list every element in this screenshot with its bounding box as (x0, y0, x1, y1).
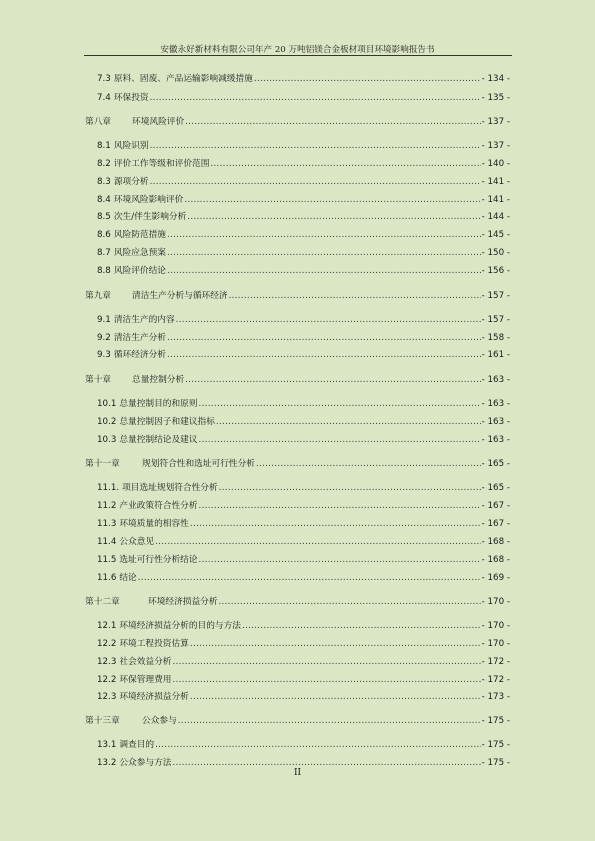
toc-entry-title: 选址可行性分析结论 (119, 555, 198, 565)
toc-leader-dots (199, 435, 481, 446)
toc-leader-dots (167, 266, 481, 277)
toc-entry-number: 11.1. (97, 483, 120, 493)
toc-leader-dots (172, 675, 480, 686)
toc-entry-title: 风险应急预案 (113, 248, 166, 258)
toc-entry-title: 原料、固废、产品运输影响减缓措施 (113, 74, 253, 84)
toc-section-entry[interactable] (97, 266, 510, 277)
toc-leader-dots (199, 555, 481, 566)
toc-leader-dots (199, 501, 481, 512)
toc-entry-page: - 169 - (481, 573, 510, 583)
toc-section-entry[interactable] (97, 435, 510, 446)
toc-entry-number: 第九章 (85, 291, 112, 301)
toc-entry-page: - 156 - (481, 266, 510, 276)
toc-entry-number: 第十三章 (85, 716, 120, 726)
toc-entry-number: 8.5 (97, 212, 111, 222)
toc-entry-title: 风险防范措施 (113, 230, 166, 240)
toc-entry-number: 8.4 (97, 195, 111, 205)
toc-entry-page: - 140 - (481, 159, 510, 169)
toc-entry-number: 第十章 (85, 375, 112, 385)
toc-chapter-entry[interactable] (85, 291, 510, 302)
toc-chapter-entry[interactable] (85, 716, 510, 727)
toc-leader-dots (167, 350, 481, 361)
toc-section-entry[interactable] (97, 159, 510, 170)
toc-section-entry[interactable] (97, 483, 510, 494)
toc-section-entry[interactable] (97, 230, 510, 241)
toc-entry-page: - 165 - (481, 459, 510, 469)
toc-entry-number: 8.7 (97, 248, 111, 258)
toc-leader-dots (210, 159, 480, 170)
toc-entry-title: 评价工作等级和评价范围 (113, 159, 210, 169)
toc-entry-number: 12.2 (97, 675, 117, 685)
toc-entry-number: 7.3 (97, 74, 111, 84)
toc-section-entry[interactable] (97, 519, 510, 530)
toc-entry-title: 产业政策符合性分析 (119, 501, 198, 511)
toc-section-entry[interactable] (97, 555, 510, 566)
toc-entry-page: - 145 - (481, 230, 510, 240)
toc-entry-number: 8.2 (97, 159, 111, 169)
toc-entry-number: 11.5 (97, 555, 117, 565)
toc-entry-page: - 173 - (481, 692, 510, 702)
toc-entry-number: 12.1 (97, 621, 117, 631)
toc-entry-title: 环境工程投资估算 (119, 639, 189, 649)
toc-leader-dots (185, 375, 481, 386)
toc-leader-dots (150, 141, 481, 152)
toc-entry-title: 源项分析 (113, 177, 149, 187)
toc-entry-title: 清洁生产分析与循环经济 (132, 291, 228, 301)
toc-section-entry[interactable] (97, 93, 510, 104)
toc-section-entry[interactable] (97, 248, 510, 259)
toc-entry-number: 13.1 (97, 740, 117, 750)
toc-entry-page: - 141 - (481, 195, 510, 205)
toc-entry-page: - 172 - (481, 657, 510, 667)
toc-entry-page: - 137 - (481, 141, 510, 151)
toc-entry-title: 循环经济分析 (113, 350, 166, 360)
toc-entry-number: 第十一章 (85, 459, 120, 469)
toc-section-entry[interactable] (97, 501, 510, 512)
toc-entry-title: 环境风险影响评价 (113, 195, 184, 205)
toc-entry-page: - 161 - (481, 350, 510, 360)
toc-entry-title: 社会效益分析 (119, 657, 172, 667)
toc-entry-number: 9.3 (97, 350, 111, 360)
toc-section-entry[interactable] (97, 675, 510, 686)
toc-entry-page: - 141 - (481, 177, 510, 187)
toc-leader-dots (219, 597, 481, 608)
toc-entry-title: 总量控制目的和原则 (119, 399, 198, 409)
toc-entry-page: - 150 - (481, 248, 510, 258)
toc-entry-page: - 168 - (481, 555, 510, 565)
toc-leader-dots (256, 459, 481, 470)
toc-entry-page: - 175 - (481, 740, 510, 750)
toc-entry-number: 8.8 (97, 266, 111, 276)
toc-chapter-entry[interactable] (85, 117, 510, 128)
toc-entry-title: 环境经济损益分析的目的与方法 (119, 621, 241, 631)
toc-entry-page: - 167 - (481, 501, 510, 511)
toc-entry-page: - 144 - (481, 212, 510, 222)
toc-section-entry[interactable] (97, 350, 510, 361)
toc-entry-title: 环境经济损益分析 (119, 692, 189, 702)
toc-leader-dots (155, 537, 481, 548)
toc-entry-number: 10.3 (97, 435, 117, 445)
toc-section-entry[interactable] (97, 657, 510, 668)
toc-leader-dots (185, 117, 481, 128)
toc-leader-dots (216, 417, 481, 428)
toc-entry-title: 风险评价结论 (113, 266, 166, 276)
toc-section-entry[interactable] (97, 537, 510, 548)
toc-entry-number: 12.3 (97, 692, 117, 702)
toc-entry-page: - 168 - (481, 537, 510, 547)
toc-entry-title: 规划符合性和选址可行性分析 (142, 459, 255, 469)
toc-entry-title: 公众意见 (119, 537, 155, 547)
toc-section-entry[interactable] (97, 333, 510, 344)
toc-entry-title: 环境经济损益分析 (148, 597, 218, 607)
toc-leader-dots (176, 315, 481, 326)
toc-section-entry[interactable] (97, 399, 510, 410)
page-header-title: 安徽永好新材料有限公司年产 20 万吨铝镁合金板材项目环境影响报告书 (160, 45, 435, 55)
toc-entry-number: 11.6 (97, 573, 117, 583)
toc-leader-dots (172, 657, 480, 668)
toc-entry-page: - 137 - (481, 117, 510, 127)
toc-leader-dots (178, 716, 481, 727)
toc-section-entry[interactable] (97, 573, 510, 584)
toc-leader-dots (150, 177, 481, 188)
toc-section-entry[interactable] (97, 74, 510, 85)
toc-entry-title: 清洁生产分析 (113, 333, 166, 343)
toc-section-entry[interactable] (97, 315, 510, 326)
toc-entry-number: 13.2 (97, 758, 117, 768)
toc-leader-dots (167, 333, 481, 344)
toc-leader-dots (167, 248, 481, 259)
toc-entry-page: - 163 - (481, 435, 510, 445)
toc-leader-dots (184, 195, 480, 206)
toc-entry-page: - 170 - (481, 597, 510, 607)
toc-entry-page: - 170 - (481, 639, 510, 649)
toc-leader-dots (219, 483, 481, 494)
toc-entry-number: 12.2 (97, 639, 117, 649)
toc-section-entry[interactable] (97, 639, 510, 650)
toc-entry-page: - 163 - (481, 417, 510, 427)
toc-entry-title: 公众参与 (142, 716, 177, 726)
toc-entry-title: 环保投资 (113, 93, 149, 103)
toc-entry-title: 环境质量的相容性 (119, 519, 189, 529)
toc-leader-dots (199, 399, 481, 410)
toc-section-entry[interactable] (97, 692, 510, 703)
toc-entry-number: 11.3 (97, 519, 117, 529)
toc-section-entry[interactable] (97, 195, 510, 206)
toc-leader-dots (190, 639, 481, 650)
toc-entry-title: 项目选址规划符合性分析 (122, 483, 218, 493)
toc-entry-title: 风险识别 (113, 141, 149, 151)
header-rule (84, 55, 512, 56)
toc-leader-dots (167, 230, 481, 241)
toc-leader-dots (190, 519, 481, 530)
toc-leader-dots (155, 740, 481, 751)
toc-leader-dots (150, 93, 481, 104)
toc-entry-number: 9.1 (97, 315, 111, 325)
toc-entry-number: 12.3 (97, 657, 117, 667)
toc-section-entry[interactable] (97, 417, 510, 428)
toc-entry-number: 10.1 (97, 399, 117, 409)
toc-chapter-entry[interactable] (85, 597, 510, 608)
toc-entry-page: - 175 - (481, 716, 510, 726)
toc-entry-title: 总量控制结论及建议 (119, 435, 198, 445)
toc-entry-title: 公众参与方法 (119, 758, 172, 768)
toc-leader-dots (190, 692, 481, 703)
toc-entry-number: 11.2 (97, 501, 117, 511)
toc-entry-page: - 163 - (481, 399, 510, 409)
toc-entry-title: 总量控制因子和建议指标 (119, 417, 215, 427)
toc-section-entry[interactable] (97, 212, 510, 223)
toc-entry-number: 8.6 (97, 230, 111, 240)
toc-entry-title: 环境风险评价 (132, 117, 185, 127)
toc-entry-page: - 170 - (481, 621, 510, 631)
toc-entry-title: 次生/伴生影响分析 (113, 212, 187, 222)
toc-entry-page: - 134 - (481, 74, 510, 84)
toc-entry-page: - 135 - (481, 93, 510, 103)
toc-entry-number: 11.4 (97, 537, 117, 547)
toc-section-entry[interactable] (97, 740, 510, 751)
toc-entry-number: 9.2 (97, 333, 111, 343)
toc-section-entry[interactable] (97, 177, 510, 188)
toc-entry-page: - 165 - (481, 483, 510, 493)
toc-leader-dots (229, 291, 481, 302)
toc-leader-dots (254, 74, 481, 85)
toc-entry-page: - 157 - (481, 315, 510, 325)
page-number: II (293, 768, 302, 778)
toc-leader-dots (187, 212, 480, 223)
toc-entry-page: - 157 - (481, 291, 510, 301)
toc-entry-number: 第八章 (85, 117, 112, 127)
toc-leader-dots (138, 573, 481, 584)
toc-entry-title: 调查目的 (119, 740, 155, 750)
toc-section-entry[interactable] (97, 141, 510, 152)
toc-entry-page: - 172 - (481, 675, 510, 685)
toc-entry-number: 7.4 (97, 93, 111, 103)
toc-entry-page: - 175 - (481, 758, 510, 768)
toc-chapter-entry[interactable] (85, 459, 510, 470)
toc-entry-title: 总量控制分析 (132, 375, 185, 385)
toc-leader-dots (242, 621, 481, 632)
toc-entry-page: - 167 - (481, 519, 510, 529)
toc-entry-page: - 163 - (481, 375, 510, 385)
toc-entry-title: 环保管理费用 (119, 675, 172, 685)
toc-entry-title: 清洁生产的内容 (113, 315, 175, 325)
toc-entry-number: 8.1 (97, 141, 111, 151)
toc-entry-number: 第十二章 (85, 597, 120, 607)
toc-section-entry[interactable] (97, 621, 510, 632)
toc-entry-number: 8.3 (97, 177, 111, 187)
toc-entry-number: 10.2 (97, 417, 117, 427)
toc-entry-title: 结论 (119, 573, 137, 583)
toc-entry-page: - 158 - (481, 333, 510, 343)
toc-chapter-entry[interactable] (85, 375, 510, 386)
